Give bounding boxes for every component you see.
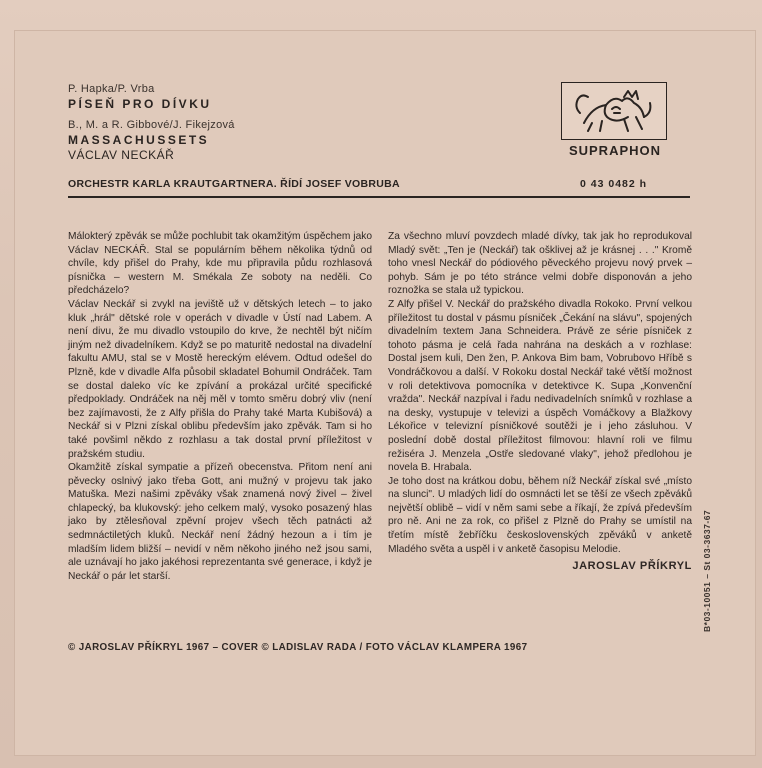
- liner-notes-left-column: [68, 230, 372, 583]
- paragraph: Málokterý zpěvák se může pochlubit tak okamžitým úspěchem jako Václav NECKÁŘ. Stal se populárním během několika týdnů od chvíle, kdy přišel do Prahy, kde mu připravila půdu rozhlasová písnička – western M. Smékala Ze soboty na neděli. Co předcházelo?: [68, 231, 372, 297]
- singer-name: VÁCLAV NECKÁŘ: [68, 148, 175, 162]
- header-divider: [68, 196, 690, 198]
- track2-title: MASSACHUSSETS: [68, 133, 210, 147]
- track2-credit: B., M. a R. Gibbové/J. Fikejzová: [68, 119, 235, 131]
- brand-name: SUPRAPHON: [568, 143, 662, 158]
- paragraph: Okamžitě získal sympatie a přízeň obecenstva. Přitom není ani pěvecky oslnivý jako třeba Gott, ani mužný v projevu tak jako Matuška. Mezi našimi zpěváky však znamená nový živel – živel chlapecký, ba klukovský: jeho celkem malý, vysoko posazený hlas jako by ztělesňoval zpěvní projev všech těch patnácti až sedmnáctiletých kluků. Neckář není žádný hezoun a i tím je mladším lidem bližší – nevidí v něm někoho jiného než jsou sami, ale uznávají ho jako jakéhosi reprezentanta své generace, i když je Neckář o pár let starší.: [68, 462, 372, 582]
- copyright-footer: © JAROSLAV PŘÍKRYL 1967 – COVER © LADISLAV RADA / FOTO VÁCLAV KLAMPERA 1967: [68, 642, 528, 653]
- author-signature: JAROSLAV PŘÍKRYL: [572, 560, 692, 573]
- catalog-number: 0 43 0482 h: [580, 178, 648, 190]
- track1-title: PÍSEŇ PRO DÍVKU: [68, 97, 212, 111]
- orchestra-credit: ORCHESTR KARLA KRAUTGARTNERA. ŘÍDÍ JOSEF VOBRUBA: [68, 178, 400, 190]
- side-print-code: B*03-10051 – St 03-3637-67: [702, 509, 712, 632]
- paragraph: Je toho dost na krátkou dobu, během níž Neckář získal své „místo na slunci". U mladých lidí do osmnácti let se těší ze všech zpěváků největší oblibě – vidí v něm sami sebe a říkají, že zpívá především pro ně. Ani ne za rok, co přišel z Plzně do Prahy se umístil na třetím místě žebříčku československých zpěváků v anketě Mladého světa a uspěl i v anketě časopisu Melodie.: [388, 475, 692, 555]
- paragraph: Za všechno mluví povzdech mladé dívky, tak jak ho reprodukoval Mladý svět: „Ten je (Neckář) tak ošklivej až je krásnej . . ." Kromě toho vnesl Neckář do pódiového pěveckého projevu nový prvek – pohyb. Sám je po této stránce velmi dobře disponován a jeho roznožka se stala už typickou.: [388, 231, 692, 297]
- liner-notes-right-column: [388, 230, 692, 574]
- track1-credit: P. Hapka/P. Vrba: [68, 83, 155, 95]
- paragraph: Václav Neckář si zvykl na jeviště už v dětských letech – to jako kluk „hrál" dětské role v operách v divadle v Ústí nad Labem. A není divu, že mu divadlo vstoupilo do krve, že nechtěl být ničím jiným než divadelníkem. Když se po maturitě nedostal na divadelní fakultu AMU, stal se v Mostě hereckým elévem. Odtud odešel do Plzně, kde v divadle Alfa působil skladatel Bohumil Ondráček. Tam se dostal daleko víc ke zpívání a prokázal určité specifické předpoklady. Ondráček na něj měl v tomto směru dobrý vliv (není bez zajímavosti, že z Alfy přišla do Prahy také Marta Kubišová) a Neckář si v Plzni získal oblibu především jako zpěvák. Tam si ho také povšiml někdo z rozhlasu a tak dostal první příležitost v pražském studiu.: [68, 298, 372, 460]
- paragraph: Z Alfy přišel V. Neckář do pražského divadla Rokoko. První velkou příležitost tu dostal v pásmu písniček „Čekání na slávu", spojených divadelním textem Jana Schneidera. Právě ze série písniček z tohoto pásma je celá řada nahrána na deskách a v rozhlase: Dostal jsem kuli, Den žen, P. Ankova Bim bam, Vobrubovo Hříbě s Vondráčkovou a další. V Rokoku dostal Neckář také větší možnost v roli detektivova pomocníka v detektivce K. Supa „Konvenční vražda". Neckář nazpíval i řadu nedivadelních snímků v rozhlase a na desky, vystupuje v televizi a úspěch Vomáčkovy a Blažkovy Lékořice v televizní písničkové soutěži je i jeho zásluhou. V poslední době dostal příležitost filmovou: hlavní roli ve filmu režiséra J. Menzela „Ostře sledované vlaky", jehož předlohou je novela B. Hrabala.: [388, 298, 692, 474]
- lion-icon: [562, 83, 666, 139]
- supraphon-logo: [561, 82, 667, 140]
